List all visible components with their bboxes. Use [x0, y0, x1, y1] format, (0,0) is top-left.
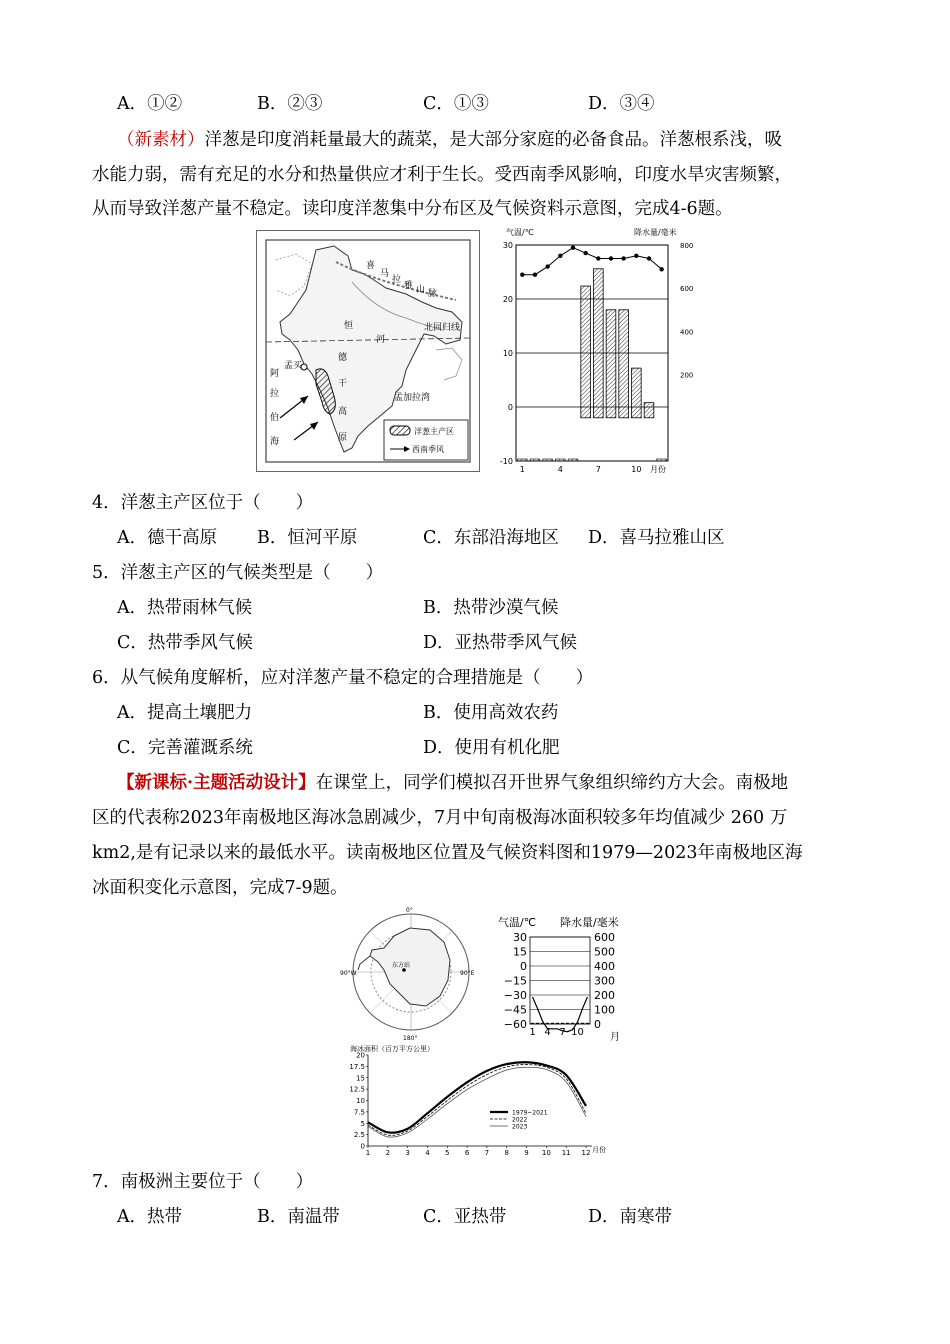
india-precip-bar [556, 459, 566, 461]
seaice-legend-label: 2023 [512, 1123, 528, 1131]
seaice-y-tick: 12.5 [349, 1085, 365, 1094]
india-precip-bar [518, 459, 528, 461]
seaice-y-tick: 7.5 [353, 1108, 365, 1117]
ant-precip-bar [531, 1023, 534, 1024]
india-month-tick: 10 [631, 465, 642, 474]
ant-precip-bar [551, 1023, 554, 1024]
label-deccan-3: 高 [338, 407, 348, 417]
intro2-tag: 【新课标·主题活动设计】 [117, 773, 316, 793]
india-temp-tick: 10 [502, 349, 513, 358]
map-label-station: 东方站 [392, 962, 411, 969]
intro1-line1 [117, 128, 782, 152]
map-label-0: 0° [406, 907, 413, 914]
ant-temp-tick: −30 [503, 989, 527, 1002]
india-temp-axis-label: 气温/℃ [506, 228, 534, 237]
q4-stem: 4．洋葱主产区位于（ ） [92, 493, 314, 513]
india-temp-point [545, 264, 549, 268]
seaice-x-tick: 6 [464, 1149, 470, 1157]
q5-stem: 5．洋葱主产区的气候类型是（ ） [92, 563, 384, 583]
india-temp-line [522, 248, 661, 275]
q5-option-b[interactable]: B．热带沙漠气候 [423, 598, 559, 618]
india-temp-point [558, 254, 562, 258]
seaice-y-tick: 20 [356, 1051, 365, 1060]
india-precip-bar [568, 459, 578, 461]
label-himalaya-3: 拉 [392, 275, 402, 285]
india-climate-chart [496, 226, 702, 480]
q7-option-c[interactable]: C．亚热带 [423, 1207, 507, 1227]
india-precip-bar [619, 310, 629, 418]
india-precip-tick: 200 [680, 371, 694, 380]
india-month-tick: 7 [595, 465, 601, 474]
india-temp-tick: -10 [499, 457, 513, 466]
ant-precip-bar [566, 1023, 569, 1024]
ant-precip-bar [556, 1023, 559, 1024]
label-bay-of-bengal: 孟加拉湾 [394, 393, 431, 403]
q4-option-a[interactable]: A．德干高原 [117, 528, 218, 548]
ant-precip-bar [546, 1023, 549, 1024]
seaice-x-tick: 11 [561, 1149, 571, 1157]
india-precip-tick: 400 [680, 328, 694, 337]
ant-precip-tick: 0 [594, 1018, 601, 1031]
ant-precip-bar [571, 1023, 574, 1024]
ant-precip-tick: 600 [594, 931, 615, 944]
india-temp-point [659, 267, 663, 271]
label-ganges-1: 恒 [344, 321, 354, 331]
q6-option-a[interactable]: A．提高土壤肥力 [117, 703, 253, 723]
map-label-90e: 90°E [460, 970, 475, 977]
map-label-90w: 90°W [340, 970, 357, 977]
india-temp-point [583, 251, 587, 255]
intro1-text1: 洋葱是印度消耗量最大的蔬菜，是大部分家庭的必备食品。洋葱根系浅，吸 [204, 130, 782, 150]
india-precip-bar [581, 286, 591, 418]
india-precip-tick: 800 [680, 242, 694, 250]
india-month-tick: 1 [519, 465, 525, 474]
india-precip-bar [657, 459, 667, 461]
q6-option-c[interactable]: C．完善灌溉系统 [117, 738, 253, 758]
ant-temp-tick: −15 [503, 974, 527, 988]
india-month-axis-label: 月份 [650, 465, 666, 474]
q3-option-b[interactable]: B．②③ [257, 94, 323, 114]
ant-precip-bar [586, 1023, 589, 1024]
seaice-title: 海冰面积（百万平方公里） [350, 1045, 434, 1053]
india-temp-point [520, 273, 524, 277]
seaice-y-tick: 5 [360, 1119, 365, 1128]
india-temp-point [621, 256, 625, 260]
ant-month-axis-label: 月 [610, 1032, 620, 1042]
seaice-xlabel: 月份 [592, 1146, 606, 1154]
india-map [256, 230, 480, 472]
map-label-180: 180° [403, 1035, 418, 1042]
india-precip-bar [606, 310, 616, 418]
seaice-x-tick: 8 [504, 1149, 509, 1157]
seaice-x-tick: 10 [541, 1149, 551, 1157]
india-temp-point [647, 256, 651, 260]
antarctic-climate-chart [498, 912, 644, 1042]
sea-ice-chart [346, 1042, 612, 1158]
seaice-y-tick: 10 [356, 1097, 365, 1105]
seaice-y-tick: 2.5 [353, 1131, 365, 1140]
q3-option-d[interactable]: D．③④ [588, 94, 655, 114]
ant-temp-tick: −60 [503, 1018, 527, 1031]
ant-month-tick: 7 [559, 1027, 566, 1038]
ant-precip-bar [536, 1023, 539, 1024]
ant-precip-tick: 200 [594, 989, 615, 1002]
seaice-y-tick: 15 [356, 1074, 365, 1083]
india-precip-tick: 600 [680, 285, 694, 294]
q6-option-b[interactable]: B．使用高效农药 [423, 703, 559, 723]
seaice-y-tick: 17.5 [349, 1062, 365, 1071]
ant-precip-tick: 300 [594, 974, 615, 988]
q4-option-c[interactable]: C．东部沿海地区 [423, 528, 559, 548]
seaice-y-tick: 0 [360, 1142, 365, 1151]
label-himalaya-6: 脉 [428, 289, 438, 299]
india-precip-bar [530, 459, 540, 461]
label-himalaya-5: 山 [416, 285, 426, 295]
india-temp-point [571, 246, 575, 250]
india-temp-tick: 20 [502, 295, 513, 304]
label-deccan-2: 干 [338, 379, 348, 389]
q7-option-b[interactable]: B．南温带 [257, 1207, 340, 1227]
intro2-line2: 区的代表称2023年南极地区海冰急剧减少，7月中旬南极海冰面积较多年均值减少 260 万 [92, 808, 788, 828]
label-deccan-1: 德 [338, 353, 348, 363]
legend-southwest-monsoon: 西南季风 [412, 445, 444, 454]
intro2-line1 [117, 771, 788, 795]
label-deccan-4: 原 [338, 433, 348, 443]
india-precip-bar [543, 459, 553, 461]
q7-option-a[interactable]: A．热带 [117, 1207, 183, 1227]
q7-option-d[interactable]: D．南寒带 [588, 1207, 673, 1227]
ant-temp-tick: 30 [513, 931, 527, 944]
india-precip-bar [594, 269, 604, 418]
seaice-x-tick: 7 [484, 1149, 490, 1157]
q5-option-d[interactable]: D．亚热带季风气候 [423, 633, 578, 653]
label-mumbai: 孟买 [284, 361, 303, 371]
india-precip-bar [644, 403, 654, 418]
label-arabian-2: 拉 [270, 389, 280, 399]
label-ganges-2: 河 [376, 335, 386, 345]
india-temp-point [609, 256, 613, 260]
q7-stem: 7．南极洲主要位于（ ） [92, 1172, 314, 1192]
seaice-x-tick: 3 [405, 1149, 410, 1157]
ant-precip-bar [581, 1023, 584, 1024]
intro2-line3: km2,是有记录以来的最低水平。读南极地区位置及气候资料图和1979—2023年南极地区海 [92, 843, 803, 863]
label-tropic: 北回归线 [424, 323, 461, 333]
q5-option-c[interactable]: C．热带季风气候 [117, 633, 253, 653]
india-temp-point [533, 273, 537, 277]
seaice-x-tick: 9 [524, 1149, 529, 1157]
seaice-x-tick: 2 [385, 1149, 391, 1157]
ant-temp-tick: −45 [503, 1003, 527, 1017]
intro2-line4: 冰面积变化示意图，完成7-9题。 [92, 878, 348, 898]
india-temp-point [634, 254, 638, 258]
seaice-x-tick: 1 [365, 1149, 371, 1157]
q4-option-b[interactable]: B．恒河平原 [257, 528, 358, 548]
ant-precip-bar [576, 1023, 579, 1024]
seaice-x-tick: 5 [445, 1149, 450, 1157]
label-arabian-1: 阿 [270, 369, 280, 379]
q6-option-d[interactable]: D．使用有机化肥 [423, 738, 560, 758]
seaice-legend-label: 1979~2021 [512, 1109, 548, 1117]
q3-option-c[interactable]: C．①③ [423, 94, 489, 114]
q3-option-a[interactable]: A．①② [117, 94, 183, 114]
ant-precip-tick: 100 [594, 1003, 615, 1017]
india-temp-point [596, 256, 600, 260]
india-precip-bar [632, 368, 642, 418]
label-arabian-4: 海 [270, 437, 280, 447]
ant-month-tick: 1 [529, 1027, 536, 1038]
ant-month-tick: 4 [544, 1027, 551, 1038]
q6-stem: 6．从气候角度解析，应对洋葱产量不稳定的合理措施是（ ） [92, 668, 594, 688]
seaice-x-tick: 12 [581, 1149, 591, 1157]
india-temp-tick: 30 [502, 241, 513, 250]
india-month-tick: 4 [557, 465, 563, 474]
intro2-text1: 在课堂上，同学们模拟召开世界气象组织缔约方大会。南极地 [315, 773, 789, 793]
q4-option-d[interactable]: D．喜马拉雅山区 [588, 528, 725, 548]
ant-month-tick: 10 [571, 1027, 584, 1038]
ant-precip-tick: 400 [594, 960, 615, 973]
ant-precip-bar [541, 1023, 544, 1024]
label-himalaya-4: 雅 [404, 281, 414, 291]
label-arabian-3: 伯 [270, 413, 280, 423]
seaice-legend-label: 2022 [512, 1116, 528, 1124]
seaice-series-line-0 [368, 1062, 586, 1132]
ant-temp-axis-label: 气温/℃ [498, 916, 537, 929]
intro1-tag: （新素材） [117, 130, 205, 150]
seaice-series-line-2 [368, 1067, 586, 1137]
intro1-line2: 水能力弱，需有充足的水分和热量供应才利于生长。受西南季风影响，印度水旱灾害频繁， [92, 165, 792, 185]
ant-precip-bar [561, 1023, 564, 1024]
india-precip-axis-label: 降水量/毫米 [634, 228, 677, 237]
ant-temp-tick: 15 [513, 945, 527, 959]
q5-option-a[interactable]: A．热带雨林气候 [117, 598, 253, 618]
legend-onion-area: 洋葱主产区 [414, 427, 454, 436]
intro1-line3: 从而导致洋葱产量不稳定。读印度洋葱集中分布区及气候资料示意图，完成4-6题。 [92, 199, 733, 219]
india-temp-tick: 0 [507, 403, 513, 412]
ant-temp-tick: 0 [520, 960, 527, 973]
ant-precip-tick: 500 [594, 945, 615, 959]
label-himalaya-1: 喜 [366, 261, 376, 271]
label-himalaya-2: 马 [380, 269, 390, 279]
seaice-x-tick: 4 [425, 1149, 430, 1157]
ant-precip-axis-label: 降水量/毫米 [560, 916, 619, 929]
antarctic-map [340, 904, 482, 1042]
